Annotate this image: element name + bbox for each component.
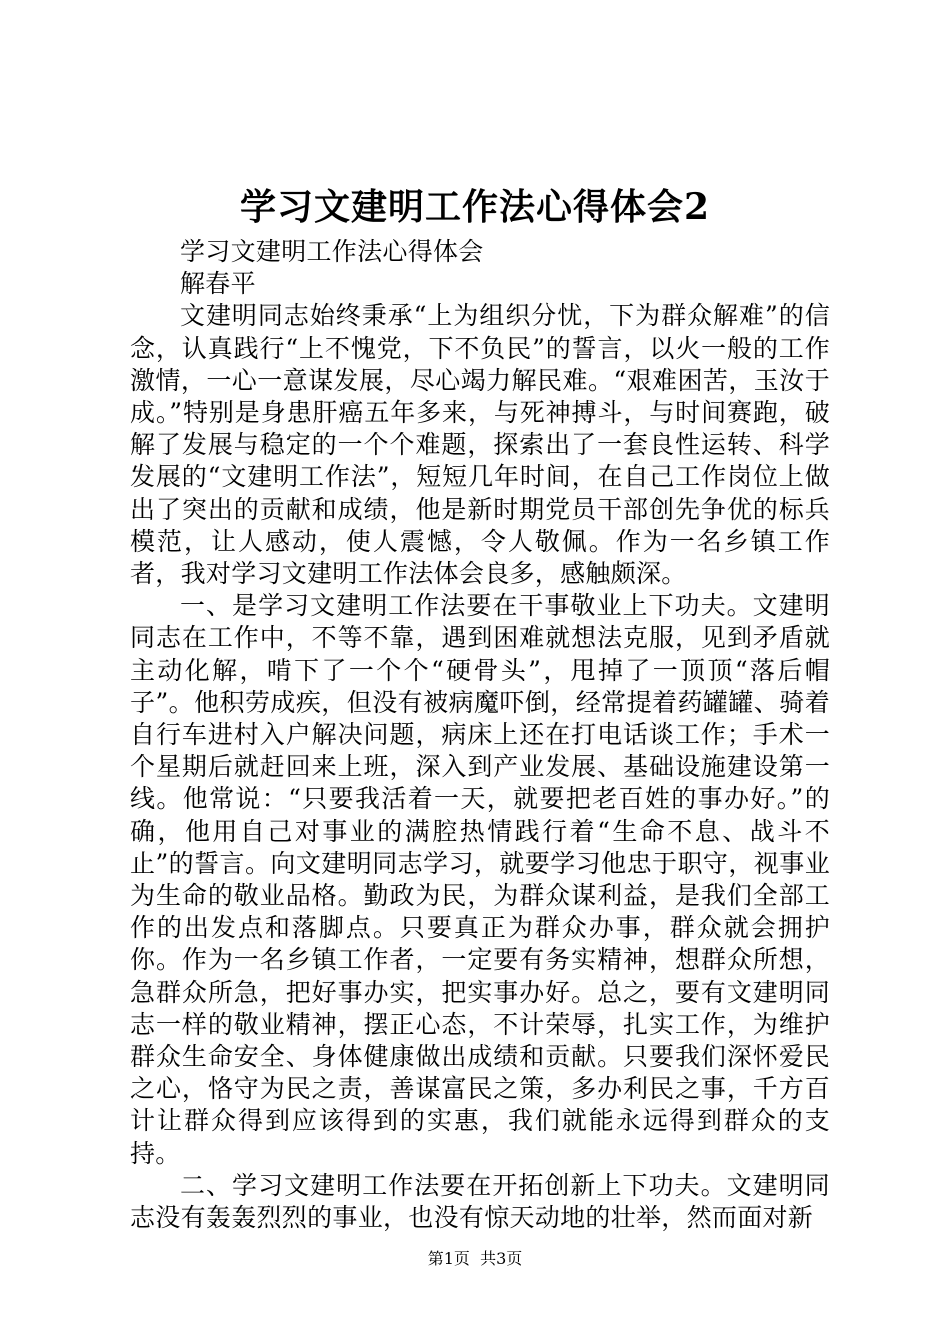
- paragraph-intro: 文建明同志始终秉承“上为组织分忧，下为群众解难”的信念，认真践行“上不愧党，下不负民”的誓言，以火一般的工作激情，一心一意谋发展，尽心竭力解民难。“艰难困苦，玉汝于成。”特别是身患肝癌五年多来，与死神搏斗，与时间赛跑，破解了发展与稳定的一个个难题，探索出了一套良性运转、科学发展的“文建明工作法”，短短几年时间，在自己工作岗位上做出了突出的贡献和成绩，他是新时期党员干部创先争优的标兵模范，让人感动，使人震憾，令人敬佩。作为一名乡镇工作者，我对学习文建明工作法体会良多，感触颇深。: [130, 301, 830, 589]
- paragraph-section-two: 二、学习文建明工作法要在开拓创新上下功夫。文建明同志没有轰轰烈烈的事业，也没有惊天动地的壮举，然而面对新: [130, 1170, 830, 1233]
- page-number: 第1页: [427, 1249, 470, 1268]
- document-title: 学习文建明工作法心得体会2: [239, 186, 711, 228]
- document-body: [130, 236, 830, 1234]
- document-author: 解春平: [180, 269, 256, 299]
- paragraph-section-one: 一、是学习文建明工作法要在干事敬业上下功夫。文建明同志在工作中，不等不靠，遇到困难就想法克服，见到矛盾就主动化解，啃下了一个个“硬骨头”，甩掉了一顶顶“落后帽子”。他积劳成疾，但没有被病魔吓倒，经常提着药罐罐、骑着自行车进村入户解决问题，病床上还在打电话谈工作；手术一个星期后就赶回来上班，深入到产业发展、基础设施建设第一线。他常说：“只要我活着一天，就要把老百姓的事办好。”的确，他用自己对事业的满腔热情践行着“生命不息、战斗不止”的誓言。向文建明同志学习，就要学习他忠于职守，视事业为生命的敬业品格。勤政为民，为群众谋利益，是我们全部工作的出发点和落脚点。只要真正为群众办事，群众就会拥护你。作为一名乡镇工作者，一定要有务实精神，想群众所想，急群众所急，把好事办实，把实事办好。总之，要有文建明同志一样的敬业精神，摆正心态，不计荣辱，扎实工作，为维护群众生命安全、身体健康做出成绩和贡献。只要我们深怀爱民之心，恪守为民之责，善谋富民之策，多办利民之事，千方百计让群众得到应该得到的实惠，我们就能永远得到群众的支持。: [130, 591, 830, 1168]
- footer-separator: [470, 1249, 480, 1268]
- page-total: 共3页: [480, 1249, 523, 1268]
- document-subtitle: 学习文建明工作法心得体会: [180, 237, 484, 266]
- page-footer: [0, 1249, 950, 1269]
